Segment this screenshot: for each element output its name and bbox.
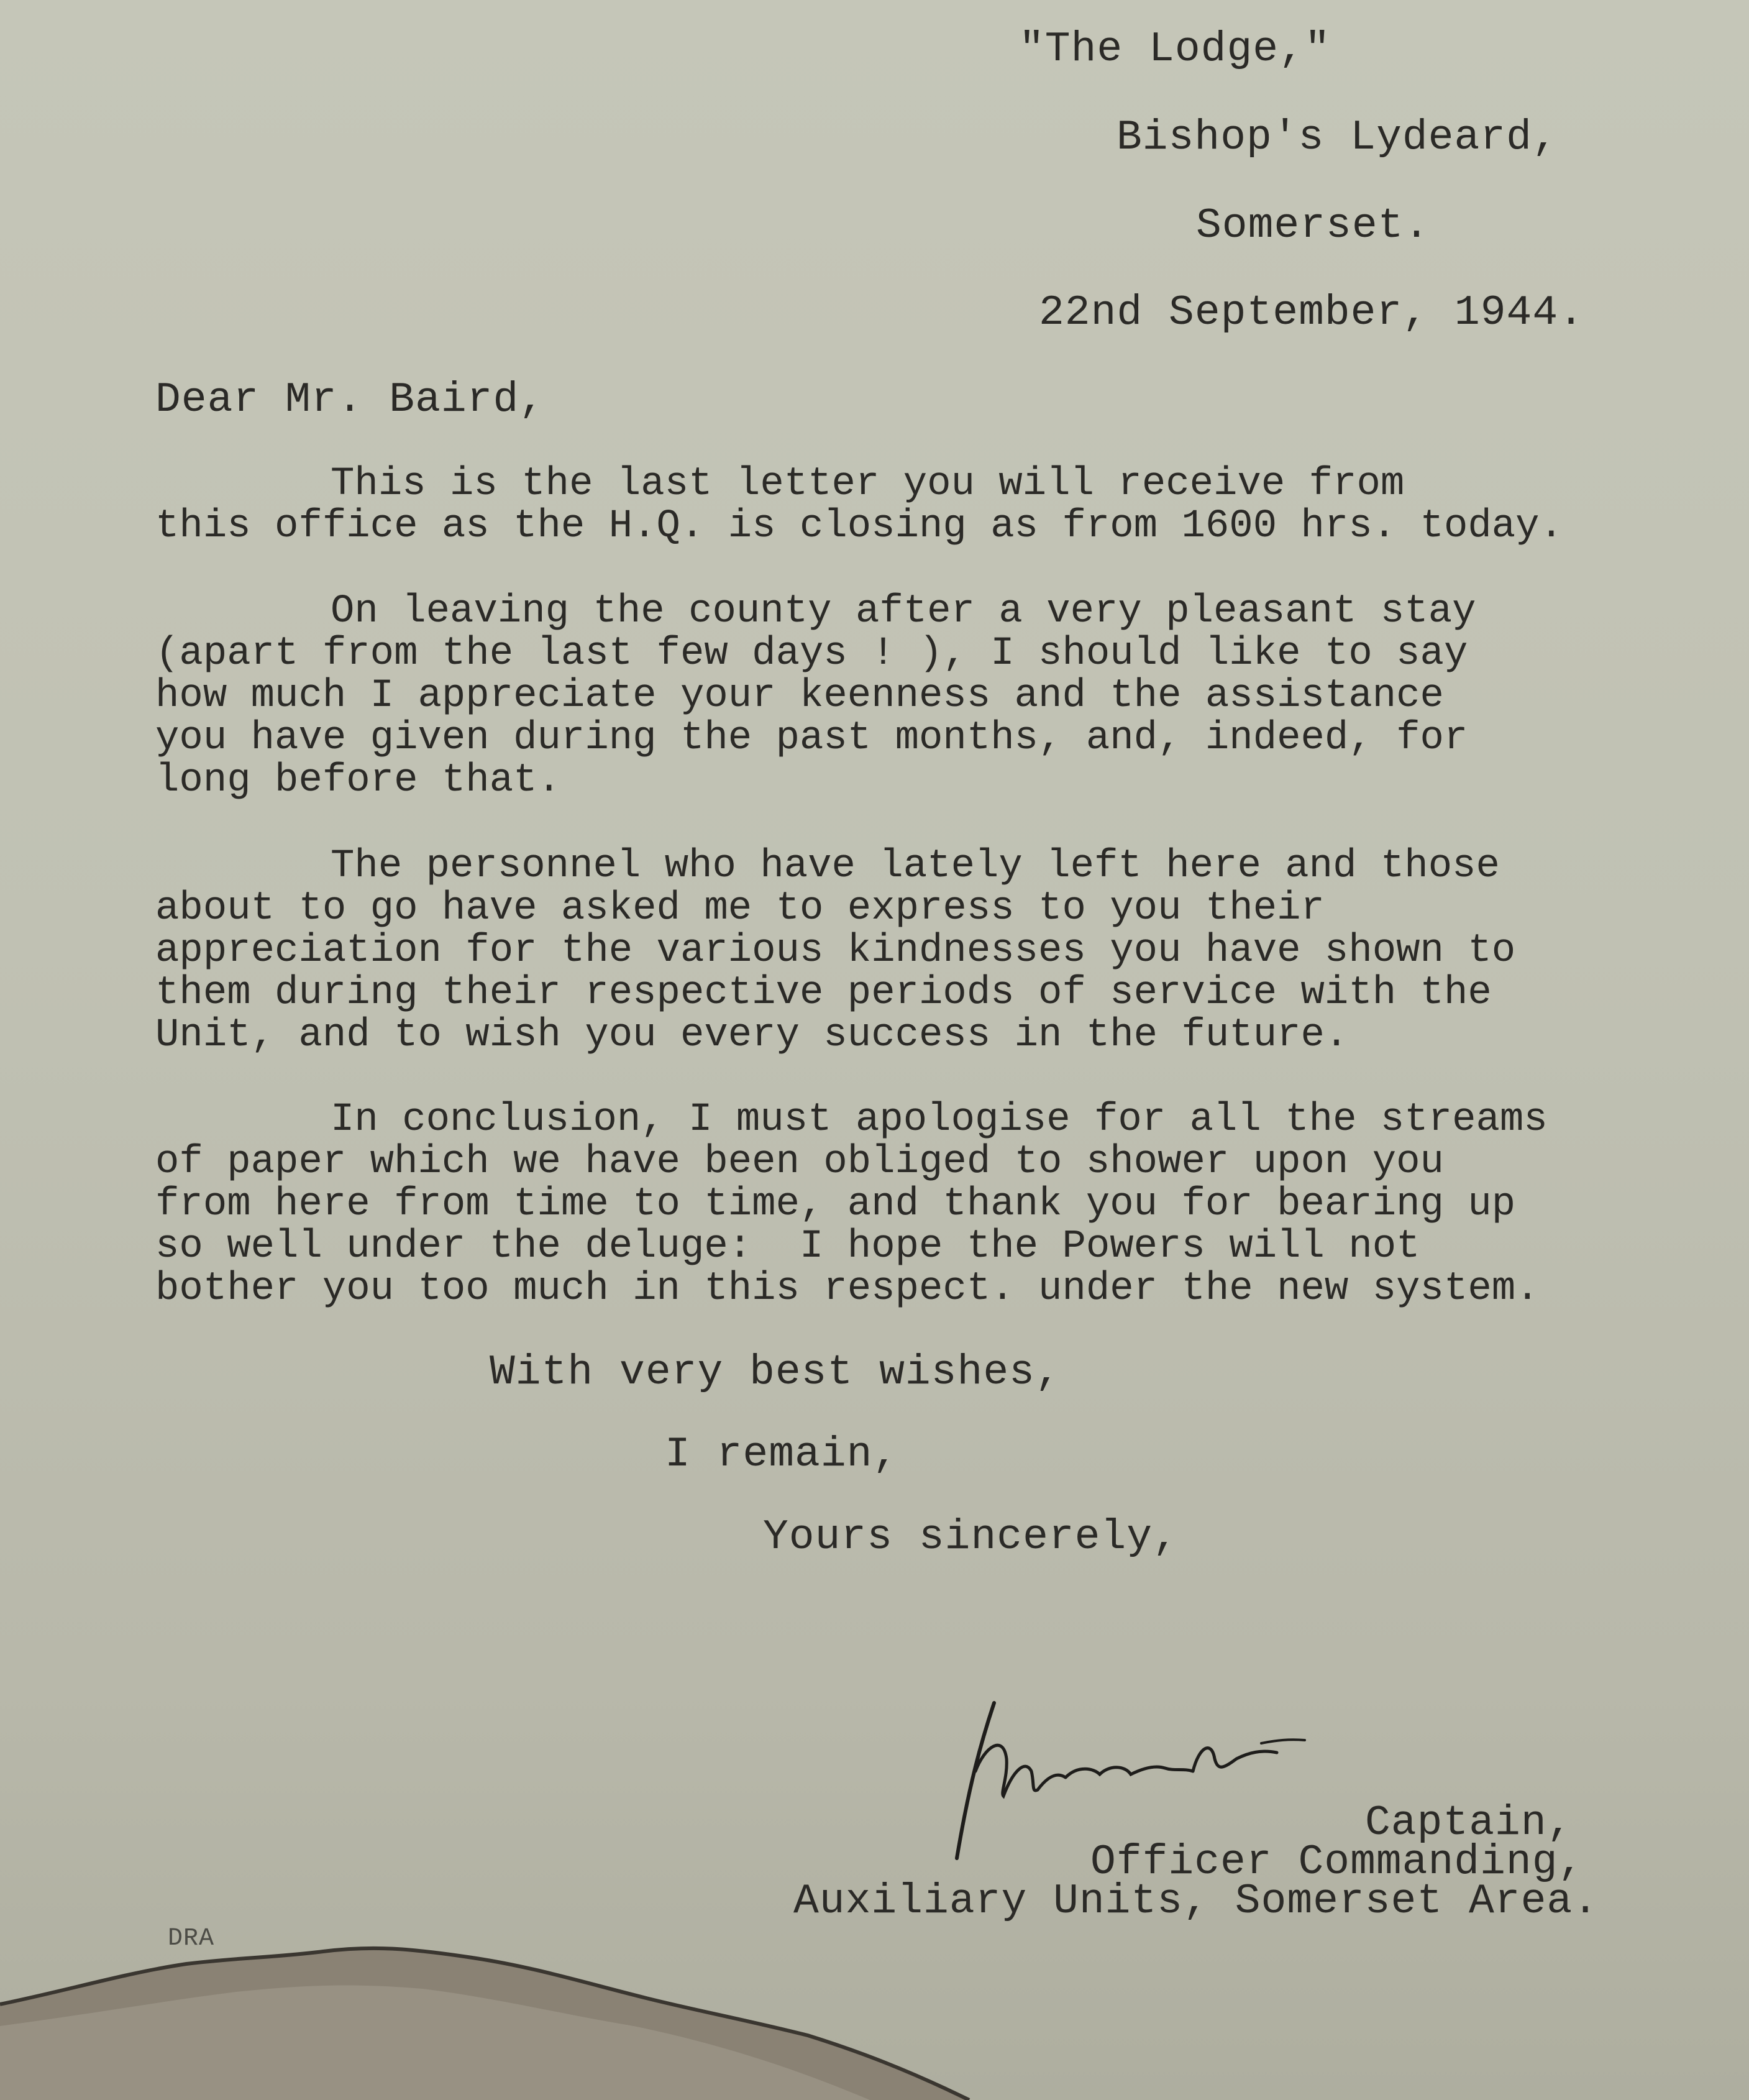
address-line-2: Bishop's Lydeard, <box>1117 114 1558 162</box>
paragraph-4-line-1: In conclusion, I must apologise for all the streams <box>331 1098 1548 1142</box>
paragraph-2-line-5: long before that. <box>155 758 561 803</box>
salutation: Dear Mr. Baird, <box>155 376 546 424</box>
paragraph-2-line-2: (apart from the last few days ! ), I should like to say <box>155 631 1468 676</box>
paragraph-3-line-3: appreciation for the various kindnesses you have shown to <box>155 928 1516 973</box>
paragraph-4-line-5: bother you too much in this respect. under the new system. <box>155 1267 1540 1311</box>
signature-unit: Auxiliary Units, Somerset Area. <box>793 1878 1599 1925</box>
closing-line-3: Yours sincerely, <box>763 1513 1179 1561</box>
paragraph-3-line-1: The personnel who have lately left here and those <box>331 844 1500 889</box>
reference-initials: DRA <box>168 1925 215 1953</box>
address-line-3: Somerset. <box>1196 202 1430 250</box>
paragraph-2-line-3: how much I appreciate your keenness and the assistance <box>155 674 1444 718</box>
paragraph-1-line-1: This is the last letter you will receive from <box>331 462 1405 507</box>
closing-line-1: With very best wishes, <box>490 1349 1061 1396</box>
paragraph-4-line-4: so well under the deluge: I hope the Powers will not <box>155 1224 1420 1269</box>
address-line-1: "The Lodge," <box>1019 25 1331 73</box>
letter-date: 22nd September, 1944. <box>1039 289 1584 337</box>
paragraph-3-line-5: Unit, and to wish you every success in the future. <box>155 1013 1349 1058</box>
signature-role: Officer Commanding, <box>1090 1838 1584 1886</box>
signature-title: Captain, <box>1365 1799 1573 1847</box>
closing-line-2: I remain, <box>665 1431 899 1479</box>
paragraph-2-line-1: On leaving the county after a very pleasant stay <box>331 589 1476 634</box>
paragraph-4-line-2: of paper which we have been obliged to shower upon you <box>155 1140 1444 1185</box>
paragraph-2-line-4: you have given during the past months, and, indeed, for <box>155 716 1468 761</box>
paragraph-3-line-2: about to go have asked me to express to you their <box>155 886 1325 931</box>
paragraph-1-line-2: this office as the H.Q. is closing as from 1600 hrs. today. <box>155 504 1563 549</box>
paragraph-4-line-3: from here from time to time, and thank you for bearing up <box>155 1182 1516 1227</box>
paragraph-3-line-4: them during their respective periods of service with the <box>155 971 1492 1016</box>
